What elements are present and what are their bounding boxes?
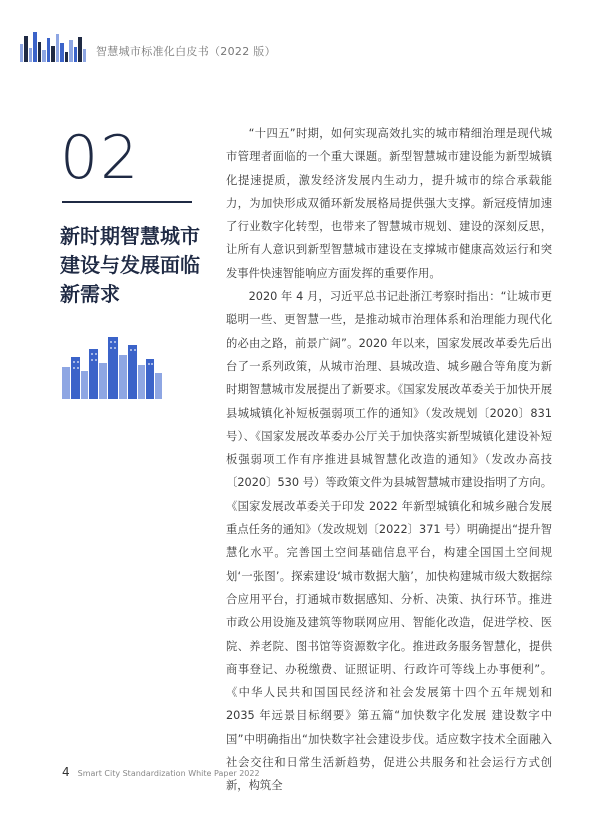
page-header — [18, 28, 276, 62]
page-number: 4 — [62, 765, 70, 779]
paragraph: “十四五”时期，如何实现高效扎实的城市精细治理是现代城市管理者面临的一个重大课题。新型智慧城市建设能为新型城镇化提速提质，激发经济发展内生动力，提升城市的综合承载能力，为加快形成双循环新发展格局提供强大支撑。新冠疫情加速了行业数字化转型，也带来了智慧城市规划、建设的深刻反思，让所有人意识到新型智慧城市建设在支撑城市健康高效运行和突发事件快速智能响应方面发挥的重要作用。 — [226, 127, 552, 280]
chapter-divider — [62, 201, 192, 203]
footer-text: Smart City Standardization White Paper 2022 — [77, 769, 260, 778]
chapter-title: 新时期智慧城市建设与发展面临新需求 — [60, 224, 200, 306]
city-skyline-logo — [18, 28, 88, 62]
body-text — [226, 122, 552, 798]
chapter-number: 02 — [60, 123, 141, 193]
page-footer — [62, 765, 260, 779]
city-buildings-illustration — [62, 337, 162, 399]
paragraph: 2020 年 4 月，习近平总书记赴浙江考察时指出：“让城市更聪明一些、更智慧一些，是推动城市治理体系和治理能力现代化的必由之路，前景广阔”。2020 年以来，国家发展改革委先后出台了一系列政策，从城市治理、县城改造、城乡融合等角度为新时期智慧城市发展提出了新要求。《国家发展改革委关于加快开展县城城镇化补短板强弱项工作的通知》（发改规划〔2020〕831 号）、《国家发展改革委办公厅关于加快落实新型城镇化建设补短板强弱项工作有序推进县城智慧化改造的通知》（发改办高技〔2020〕530 号）等政策文件为县城智慧城市建设指明了方向。《国家发展改革委关于印发 2022 年新型城镇化和城乡融合发展重点任务的通知》（发改规划〔2022〕371 号）明确提出“提升智慧化水平。完善国土空间基础信息平台，构建全国国土空间规划‘一张图’。探索建设‘城市数据大脑’，加快构建城市级大数据综合应用平台，打通城市数据感知、分析、决策、执行环节。推进市政公用设施及建筑等物联网应用、智能化改造，促进学校、医院、养老院、图书馆等资源数字化。推进政务服务智慧化，提供商事登记、办税缴费、证照证明、行政许可等线上办事便利”。《中华人民共和国国民经济和社会发展第十四个五年规划和 2035 年远景目标纲要》第五篇“加快数字化发展 建设数字中国”中明确指出“加快数字社会建设步伐。适应数字技术全面融入社会交往和日常生活新趋势，促进公共服务和社会运行方式创新，构筑全 — [226, 290, 552, 793]
header-title: 智慧城市标准化白皮书（2022 版） — [96, 45, 276, 58]
